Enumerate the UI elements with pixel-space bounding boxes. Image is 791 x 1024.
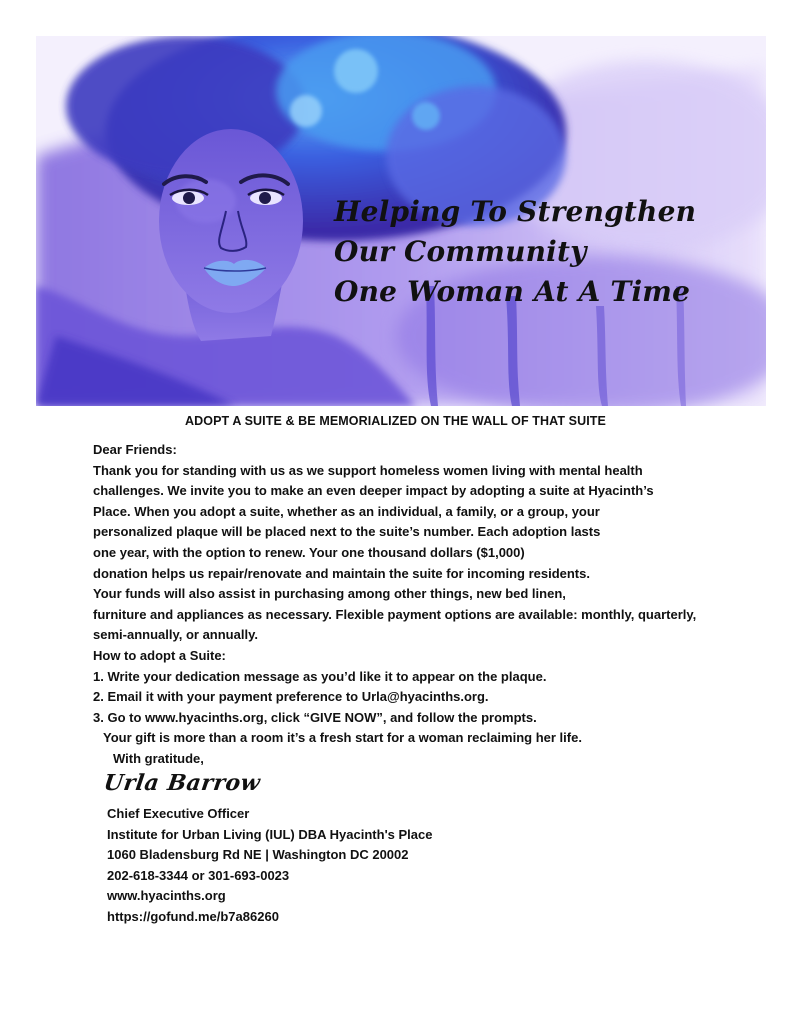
- hero-banner: [36, 36, 766, 406]
- body-line: Thank you for standing with us as we support homeless women living with mental health: [93, 462, 643, 478]
- body-line: semi-annually, or annually.: [93, 627, 258, 643]
- headline-line: Our Community: [334, 235, 587, 268]
- body-line: challenges. We invite you to make an even deeper impact by adopting a suite at Hyacinth’s: [93, 483, 654, 499]
- sign-off: With gratitude,: [113, 750, 204, 766]
- contact-address: 1060 Bladensburg Rd NE | Washington DC 20002: [107, 847, 409, 863]
- letter-body: [93, 440, 743, 770]
- body-line: donation helps us repair/renovate and maintain the suite for incoming residents.: [93, 565, 590, 581]
- headline: [334, 192, 754, 312]
- contact-block: [107, 804, 707, 928]
- contact-gofund-link[interactable]: https://gofund.me/b7a86260: [107, 908, 279, 924]
- body-line: Your funds will also assist in purchasing among other things, new bed linen,: [93, 586, 566, 602]
- signature: Urla Barrow: [102, 770, 263, 796]
- document-title: ADOPT A SUITE & BE MEMORIALIZED ON THE WALL OF THAT SUITE: [185, 414, 606, 428]
- contact-role: Chief Executive Officer: [107, 806, 250, 821]
- contact-phones: 202-618-3344 or 301-693-0023: [107, 867, 290, 883]
- how-to-heading: How to adopt a Suite:: [93, 647, 226, 663]
- step-item: 2. Email it with your payment preference to Urla@hyacinths.org.: [93, 689, 489, 705]
- body-line: Place. When you adopt a suite, whether as an individual, a family, or a group, your: [93, 503, 600, 519]
- body-line: personalized plaque will be placed next to the suite’s number. Each adoption lasts: [93, 524, 601, 540]
- body-line: one year, with the option to renew. Your one thousand dollars ($1,000): [93, 544, 525, 560]
- headline-line: One Woman At A Time: [334, 275, 691, 308]
- step-item: 3. Go to www.hyacinths.org, click “GIVE NOW”, and follow the prompts.: [93, 709, 537, 725]
- closing-line: Your gift is more than a room it’s a fresh start for a woman reclaiming her life.: [103, 730, 582, 746]
- headline-line: Helping To Strengthen: [334, 195, 697, 228]
- greeting: Dear Friends:: [93, 442, 177, 457]
- step-item: 1. Write your dedication message as you’d like it to appear on the plaque.: [93, 668, 547, 684]
- contact-website-link[interactable]: www.hyacinths.org: [107, 888, 226, 904]
- contact-organization: Institute for Urban Living (IUL) DBA Hyacinth's Place: [107, 826, 433, 842]
- body-line: furniture and appliances as necessary. Flexible payment options are available: monthly, quarterly,: [93, 606, 697, 622]
